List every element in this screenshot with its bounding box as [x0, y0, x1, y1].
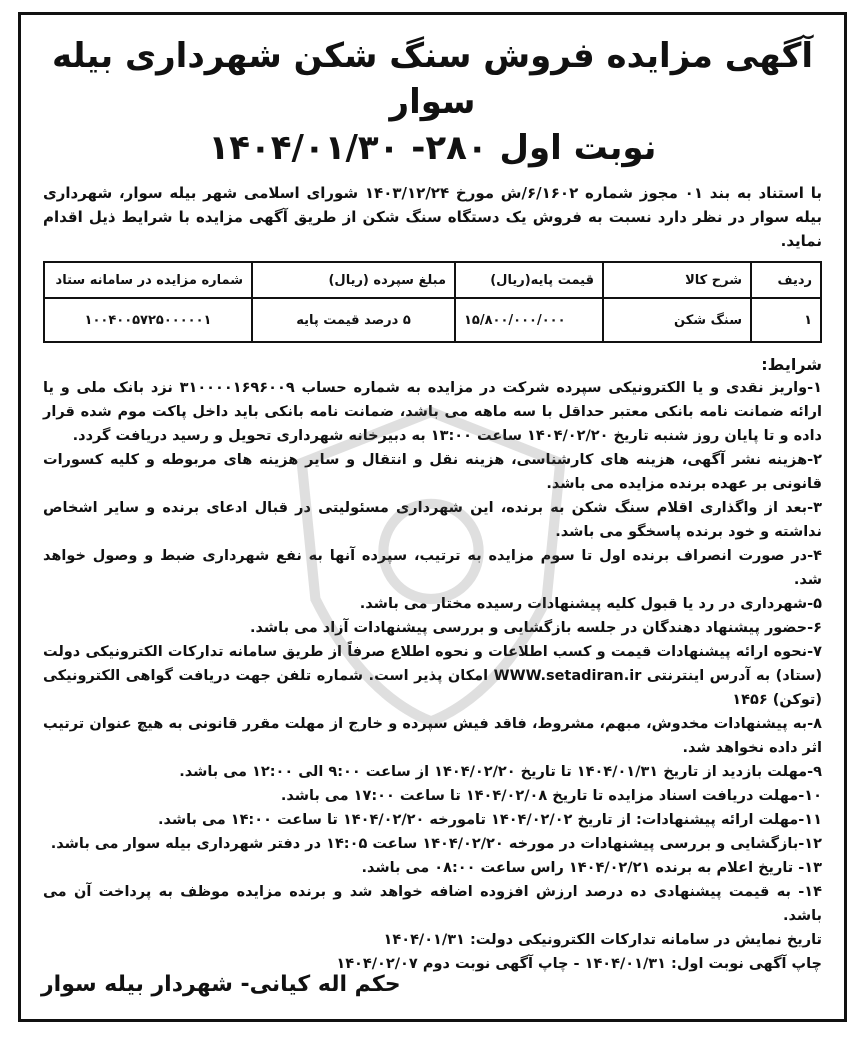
condition-item: ۳-بعد از واگذاری اقلام سنگ شکن به برنده، این شهرداری مسئولیتی در قبال ادعای برنده و سایر اشخاص نداشته و خود برنده پاسخگو می باشد. [43, 500, 822, 540]
condition-item: ۸-به پیشنهادات مخدوش، مبهم، مشروط، فاقد فیش سپرده و خارج از مهلت مقرر قانونی به هیچ عنوان ترتیب اثر داده نخواهد شد. [43, 716, 822, 756]
condition-item: ۹-مهلت بازدید از تاریخ ۱۴۰۴/۰۱/۳۱ تا تاریخ ۱۴۰۴/۰۲/۲۰ از ساعت ۹:۰۰ الی ۱۲:۰۰ می باشد. [179, 764, 822, 780]
condition-item: ۷-نحوه ارائه پیشنهادات قیمت و کسب اطلاعات و نحوه اطلاع صرفاً از طریق سامانه تدارکات الکترونیکی دولت (ستاد) به آدرس اینترنتی WWW.setadiran.ir امکان پذیر است. شماره تلفن جهت دریافت گواهی الکترونیکی (توکن) ۱۴۵۶ [43, 644, 823, 708]
print-dates: چاپ آگهی نوبت اول: ۱۴۰۴/۰۱/۳۱ - چاپ آگهی نوبت دوم ۱۴۰۴/۰۲/۰۷ [336, 956, 822, 972]
col-deposit: مبلغ سپرده (ریال) [252, 262, 455, 298]
condition-item: ۱۰-مهلت دریافت اسناد مزایده تا تاریخ ۱۴۰۴/۰۲/۰۸ تا ساعت ۱۷:۰۰ می باشد. [280, 788, 822, 804]
cell-description: سنگ شکن [603, 298, 751, 342]
table-row [44, 298, 821, 342]
signature: حکم اله کیانی- شهردار بیله سوار [41, 972, 401, 997]
condition-item: ۱۳- تاریخ اعلام به برنده ۱۴۰۴/۰۲/۲۱ راس ساعت ۰۸:۰۰ می باشد. [361, 860, 822, 876]
condition-item: ۴-در صورت انصراف برنده اول تا سوم مزایده به ترتیب، سپرده آنها به نفع شهرداری ضبط و وصول خواهد شد. [43, 548, 822, 588]
conditions-list [43, 376, 822, 928]
cell-row-number: ۱ [751, 298, 821, 342]
condition-item: ۶-حضور پیشنهاد دهندگان در جلسه بازگشایی و بررسی پیشنهادات آزاد می باشد. [249, 620, 822, 636]
cell-deposit: ۵ درصد قیمت پایه [252, 298, 455, 342]
cell-base-price: ۱۵/۸۰۰/۰۰۰/۰۰۰ [455, 298, 603, 342]
col-setad-number: شماره مزایده در سامانه ستاد [44, 262, 252, 298]
intro-paragraph: با استناد به بند ۰۱ مجوز شماره ۶/۱۶۰۲/ش مورخ ۱۴۰۳/۱۲/۲۴ شورای اسلامی شهر بیله سوار، شهرداری بیله سوار در نظر دارد نسبت به فروش یک دستگاه سنگ شکن از طریق آگهی مزایده با شرایط ذیل اقدام نماید. [43, 184, 822, 250]
items-table [43, 261, 822, 343]
condition-item: ۱۱-مهلت ارائه پیشنهادات: از تاریخ ۱۴۰۴/۰۲/۰۲ تامورخه ۱۴۰۴/۰۲/۲۰ تا ساعت ۱۴:۰۰ می باشد. [157, 812, 822, 828]
setad-display-date: تاریخ نمایش در سامانه تدارکات الکترونیکی دولت: ۱۴۰۴/۰۱/۳۱ [383, 932, 822, 948]
condition-item: ۵-شهرداری در رد یا قبول کلیه پیشنهادات رسیده مختار می باشد. [359, 596, 822, 612]
col-row-number: ردیف [751, 262, 821, 298]
condition-item: ۱۴- به قیمت پیشنهادی ده درصد ارزش افزوده اضافه خواهد شد و برنده مزایده موظف به پرداخت آن می باشد. [43, 884, 822, 924]
condition-item: ۲-هزینه نشر آگهی، هزینه های کارشناسی، هزینه نقل و انتقال و سایر هزینه های مربوطه و کلیه کسورات قانونی بر عهده برنده مزایده می باشد. [43, 452, 822, 492]
col-base-price: قیمت پایه(ریال) [455, 262, 603, 298]
notice-subtitle: نوبت اول ۲۸۰- ۱۴۰۴/۰۱/۳۰ [208, 128, 657, 168]
condition-item: ۱-واریز نقدی و یا الکترونیکی سپرده شرکت در مزایده به شماره حساب ۳۱۰۰۰۰۱۶۹۶۰۰۹ نزد بانک ملی و یا ارائه ضمانت نامه بانکی معتبر حداقل با سه ماهه می باشد، ضمانت نامه بانکی باید داخل پاکت موم شده قرار داده و تا پایان روز شنبه تاریخ ۱۴۰۴/۰۲/۲۰ ساعت ۱۳:۰۰ به دبیرخانه شهرداری تحویل و رسید دریافت گردد. [43, 380, 823, 444]
conditions-heading: شرایط: [761, 355, 822, 374]
cell-setad-number: ۱۰۰۴۰۰۵۷۲۵۰۰۰۰۰۱ [44, 298, 252, 342]
table-header-row [44, 262, 821, 298]
condition-item: ۱۲-بازگشایی و بررسی پیشنهادات در مورخه ۱۴۰۴/۰۲/۲۰ ساعت ۱۴:۰۵ در دفتر شهرداری بیله سوار می باشد. [50, 836, 822, 852]
notice-title: آگهی مزایده فروش سنگ شکن شهرداری بیله سوار [51, 36, 814, 122]
col-description: شرح کالا [603, 262, 751, 298]
auction-notice [18, 12, 847, 1022]
